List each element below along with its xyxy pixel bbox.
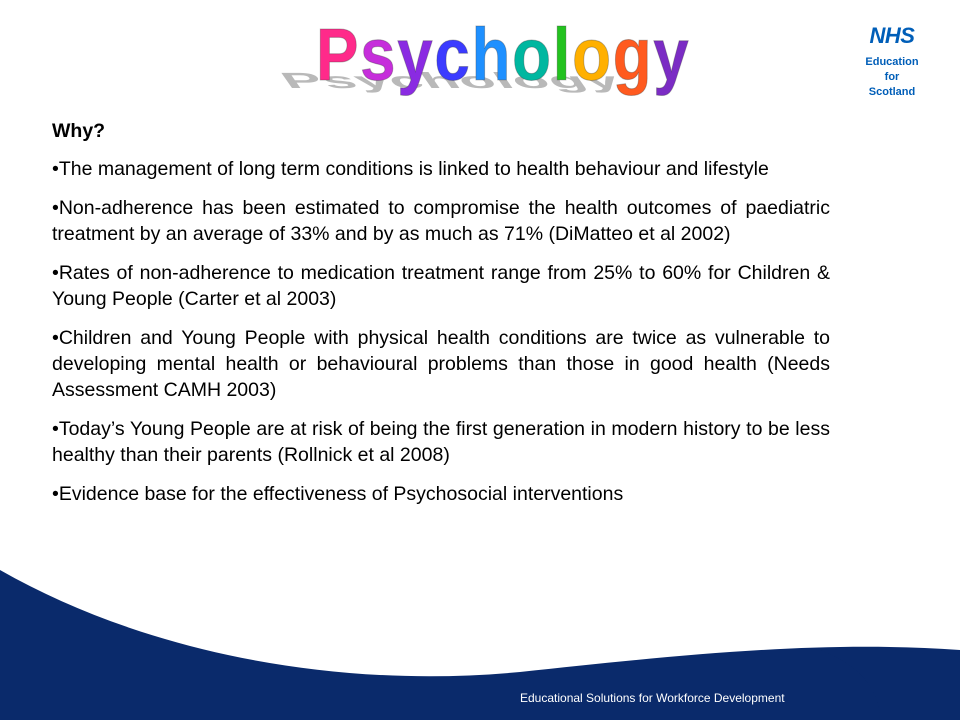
title-letter: g bbox=[612, 13, 654, 96]
title-letter: s bbox=[360, 13, 398, 96]
title-letter: h bbox=[471, 13, 513, 96]
title-shadow: Psychology bbox=[274, 68, 628, 94]
bullet-item: •Evidence base for the effectiveness of Psychosocial interventions bbox=[52, 483, 624, 505]
nhs-education-scotland-logo bbox=[852, 24, 932, 114]
title-text bbox=[316, 13, 691, 96]
bullet-item: •Today’s Young People are at risk of being the first generation in modern history to be less healthy than their parents (Rollnick et al 2008) bbox=[52, 418, 830, 466]
slide-body bbox=[52, 118, 830, 520]
title-letter: y bbox=[397, 13, 435, 96]
title-letter: l bbox=[552, 13, 573, 96]
bullet-item: •Children and Young People with physical health conditions are twice as vulnerable to developing mental health or behavioural problems than those in good health (Needs Assessment CAMH 2003) bbox=[52, 327, 830, 401]
bullet-item: •Non-adherence has been estimated to compromise the health outcomes of paediatric treatment by an average of 33% and by as much as 71% (DiMatteo et al 2002) bbox=[52, 197, 830, 245]
title-letter: o bbox=[572, 13, 613, 96]
logo-line-scotland: Scotland bbox=[868, 86, 916, 98]
title-letter: y bbox=[653, 13, 691, 96]
bullet-list bbox=[52, 156, 830, 507]
title-letter: o bbox=[512, 13, 553, 96]
logo-line-education: Education bbox=[865, 56, 919, 68]
slide-title bbox=[268, 12, 691, 122]
bullet-item: •The management of long term conditions is linked to health behaviour and lifestyle bbox=[52, 158, 769, 180]
section-heading: Why? bbox=[52, 120, 106, 142]
title-letter: c bbox=[434, 13, 472, 96]
title-letter: P bbox=[316, 13, 361, 96]
logo-line-for: for bbox=[884, 71, 900, 83]
nhs-logo-mark: NHS bbox=[866, 24, 919, 48]
footer-text: Educational Solutions for Workforce Development bbox=[520, 691, 785, 705]
bullet-item: •Rates of non-adherence to medication treatment range from 25% to 60% for Children & Young People (Carter et al 2003) bbox=[52, 262, 830, 310]
